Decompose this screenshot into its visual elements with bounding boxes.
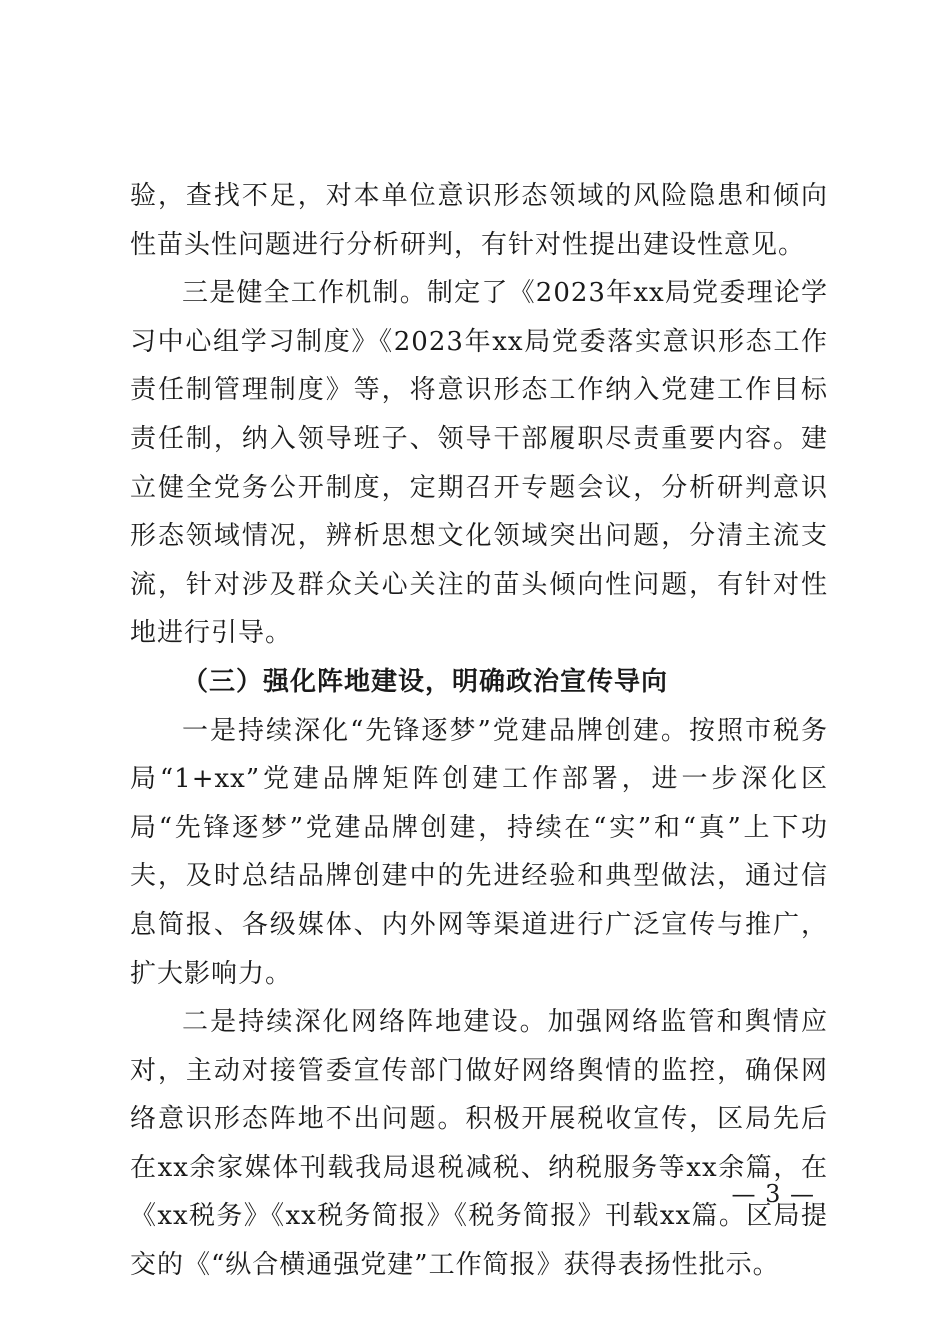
paragraph-continuation: 验，查找不足，对本单位意识形态领域的风险隐患和倾向性苗头性问题进行分析研判，有针对性提出建设性意见。 (130, 181, 828, 260)
page-number: — 3 — (731, 1180, 815, 1208)
paragraph-network-position: 二是持续深化网络阵地建设。加强网络监管和舆情应对，主动对接管委宣传部门做好网络舆情的监控，确保网络意识形态阵地不出问题。积极开展税收宣传，区局先后在xx余家媒体刊载我局退税减税、纳税服务等xx余篇，在《xx税务》《xx税务简报》《税务简报》刊载xx篇。区局提交的《“纵合横通强党建”工作简报》获得表扬性批示。 (130, 1007, 828, 1281)
section-heading: （三）强化阵地建设，明确政治宣传导向 (182, 666, 669, 697)
paragraph-work-mechanism: 三是健全工作机制。制定了《2023年xx局党委理论学习中心组学习制度》《2023年xx局党委落实意识形态工作责任制管理制度》等，将意识形态工作纳入党建工作目标责任制，纳入领导班子、领导干部履职尽责重要内容。建立健全党务公开制度，定期召开专题会议，分析研判意识形态领域情况，辨析思想文化领域突出问题，分清主流支流，针对涉及群众关心关注的苗头倾向性问题，有针对性地进行引导。 (130, 278, 828, 649)
paragraph-party-brand: 一是持续深化“先锋逐梦”党建品牌创建。按照市税务局“1+xx”党建品牌矩阵创建工作部署，进一步深化区局“先锋逐梦”党建品牌创建，持续在“实”和“真”上下功夫，及时总结品牌创建中的先进经验和典型做法，通过信息简报、各级媒体、内外网等渠道进行广泛宣传与推广，扩大影响力。 (130, 715, 828, 989)
document-body (130, 172, 828, 1290)
